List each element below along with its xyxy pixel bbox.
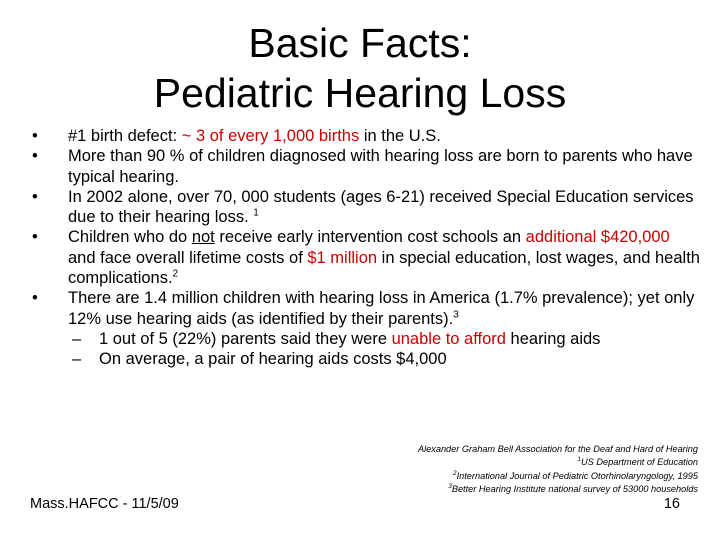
bullet-item-prevalence [30, 288, 700, 329]
bullet-text: and face overall lifetime costs of [68, 248, 308, 267]
sub-bullet-text: 1 out of 5 (22%) parents said they were [99, 329, 392, 348]
bullet-item-special-education [30, 187, 700, 228]
bullet-item-intervention-cost [30, 227, 700, 288]
bullet-icon: • [32, 228, 38, 247]
dash-icon: – [72, 329, 82, 348]
underlined-text: not [191, 228, 215, 247]
sub-bullet-afford [30, 329, 700, 349]
references [298, 443, 698, 496]
bullet-text: More than 90 % of children diagnosed with hearing loss are born to parents who have typical hearing. [68, 147, 693, 186]
highlight-text: $1 million [307, 248, 378, 267]
reference-marker: 1 [577, 456, 582, 464]
footnote-marker: 3 [453, 309, 459, 321]
reference-text: Better Hearing Institute national survey of 53000 households [451, 483, 698, 494]
bullet-icon: • [32, 147, 38, 166]
footnote-marker: 1 [253, 207, 259, 219]
reference-marker: 2 [452, 469, 457, 477]
bullet-icon: • [32, 127, 38, 145]
bullet-text: in special education, lost wages, and health complications. [68, 248, 700, 288]
bullet-item-birth-defect [30, 126, 700, 146]
dash-icon: – [72, 350, 82, 369]
bullet-icon: • [32, 289, 38, 308]
sub-bullet-text: On average, a pair of hearing aids costs $4,000 [99, 350, 447, 369]
footnote-marker: 2 [172, 268, 179, 280]
reference-line [298, 470, 698, 483]
footer-label: Mass.HAFCC - 11/5/09 [30, 496, 179, 512]
title-line-1: Basic Facts: [248, 20, 472, 66]
bullet-icon: • [32, 187, 38, 206]
slide-title [60, 18, 660, 118]
title-line-2: Pediatric Hearing Loss [153, 70, 567, 116]
highlight-text: additional $420,000 [525, 228, 670, 247]
reference-line: Alexander Graham Bell Association for the Deaf and Hard of Hearing [417, 444, 698, 454]
highlight-text: unable to afford [391, 329, 506, 348]
reference-line [298, 456, 698, 469]
reference-marker: 3 [448, 482, 452, 490]
bullet-text: Children who do [68, 228, 192, 247]
sub-bullet-cost [30, 349, 700, 369]
page-number: 16 [663, 496, 680, 512]
bullet-text: #1 birth defect: [68, 127, 182, 145]
bullet-text: in the U.S. [359, 127, 441, 145]
reference-text: International Journal of Pediatric Otorhinolaryngology, 1995 [456, 470, 698, 481]
bullet-item-parents-hearing [30, 146, 700, 187]
reference-text: US Department of Education [581, 457, 698, 468]
bullet-list [30, 126, 700, 370]
bullet-text: In 2002 alone, over 70, 000 students (ages 6-21) received Special Education services due to their hearing loss. [68, 187, 694, 227]
highlight-text: ~ 3 of every 1,000 births [181, 127, 360, 145]
reference-line [298, 483, 698, 496]
bullet-text: receive early intervention cost schools an [214, 228, 526, 247]
sub-bullet-text: hearing aids [505, 329, 601, 348]
bullet-text: There are 1.4 million children with hearing loss in America (1.7% prevalence); yet only 12% use hearing aids (as identified by their parents). [68, 289, 695, 328]
